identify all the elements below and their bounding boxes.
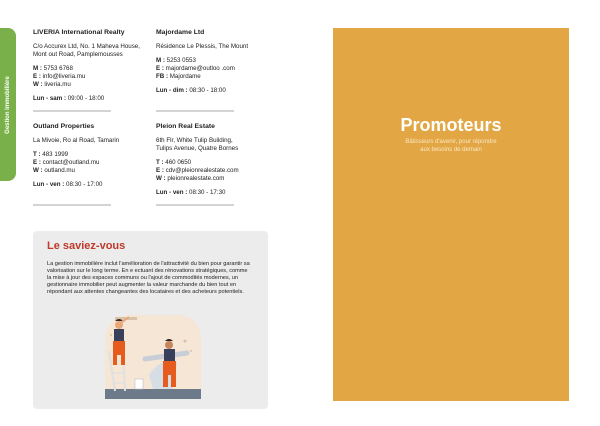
contact-value[interactable]: liveria.mu xyxy=(42,81,71,88)
contact-label: FB : xyxy=(156,73,169,80)
promoteurs-panel xyxy=(333,28,569,401)
contact-email xyxy=(156,167,291,175)
opening-hours xyxy=(33,95,168,103)
hours-value: 08:30 - 17:00 xyxy=(64,181,103,188)
contact-value[interactable]: majordame@outloo .com xyxy=(163,65,235,72)
agency-card-outland xyxy=(33,123,168,189)
contact-web xyxy=(156,175,291,183)
agency-card-pleion xyxy=(156,123,291,197)
divider xyxy=(33,110,111,112)
contact-value[interactable]: outland.mu xyxy=(42,167,75,174)
agency-name: Pleion Real Estate xyxy=(156,123,215,130)
contact-label: M : xyxy=(33,65,42,72)
contact-label: E : xyxy=(156,167,164,174)
side-tab xyxy=(0,28,16,181)
contact-label: W : xyxy=(33,167,43,174)
contact-value[interactable]: cdv@pleionrealestate.com xyxy=(163,167,239,174)
contact-label: T : xyxy=(33,151,41,158)
did-you-know-box xyxy=(33,231,268,409)
contact-phone xyxy=(33,151,168,159)
hours-label: Lun - sam : xyxy=(33,95,67,102)
contact-label: E : xyxy=(156,65,164,72)
contact-web xyxy=(33,81,168,89)
did-you-know-title: Le saviez-vous xyxy=(47,240,126,252)
agency-address-line: C/o Accurex Ltd, No. 1 Maheva House, xyxy=(33,43,140,50)
hours-label: Lun - ven : xyxy=(33,181,65,188)
contact-phone xyxy=(33,65,168,73)
opening-hours xyxy=(156,87,291,95)
contact-web xyxy=(33,167,168,175)
side-tab-label: Gestion immobilière xyxy=(5,75,11,134)
contact-value[interactable]: Majordame xyxy=(168,73,201,80)
agency-name: Outland Properties xyxy=(33,123,95,130)
opening-hours xyxy=(33,181,168,189)
hours-value: 08:30 - 18:00 xyxy=(187,87,226,94)
contact-email xyxy=(33,159,168,167)
did-you-know-text: La gestion immobilière inclut l'amélioration de l'attractivité du bien pour garantir sa valorisation sur le long terme. En e ectuant des rénovations stratégiques, comme la mise à jour des espaces communs ou l'ajout de commodités modernes, un gestionnaire immobilier peut augmenter la valeur marchande du bien tout en répondant aux attentes changeantes des locataires et des acheteurs potentiels. xyxy=(47,261,250,295)
renovation-workers-illustration xyxy=(95,311,207,401)
agency-card-liveria xyxy=(33,29,168,103)
agency-address-line: Tulips Avenue, Quatre Bornes xyxy=(156,145,239,152)
panel-title: Promoteurs xyxy=(400,115,502,135)
hours-label: Lun - ven : xyxy=(156,189,188,196)
contact-value: 5253 0553 xyxy=(164,57,196,64)
agency-address-line: La Mivoie, Ro al Road, Tamarin xyxy=(33,137,120,144)
agency-address-line: Résidence Le Plessis, The Mount xyxy=(156,43,249,50)
contact-label: W : xyxy=(33,81,43,88)
hours-label: Lun - dim : xyxy=(156,87,188,94)
contact-label: T : xyxy=(156,159,164,166)
divider xyxy=(33,204,111,206)
agency-name: Majordame Ltd xyxy=(156,29,205,36)
contact-value[interactable]: info@liveria.mu xyxy=(40,73,86,80)
contact-facebook xyxy=(156,73,291,81)
contact-label: E : xyxy=(33,73,41,80)
agency-address-line: 6th Flr, White Tulip Building, xyxy=(156,137,233,144)
divider xyxy=(156,204,234,206)
contact-phone xyxy=(156,57,291,65)
contact-email xyxy=(156,65,291,73)
contact-value[interactable]: contact@outland.mu xyxy=(40,159,100,166)
contact-phone xyxy=(156,159,291,167)
divider xyxy=(156,110,234,112)
contact-label: E : xyxy=(33,159,41,166)
contact-label: W : xyxy=(156,175,166,182)
contact-value: 460 0650 xyxy=(163,159,192,166)
contact-label: M : xyxy=(156,57,165,64)
opening-hours xyxy=(156,189,291,197)
panel-subtitle-line: Bâtisseurs d'avenir, pour répondre xyxy=(405,139,497,145)
contact-value[interactable]: pleionrealestate.com xyxy=(165,175,225,182)
contact-email xyxy=(33,73,168,81)
contact-value: 5753 6768 xyxy=(41,65,73,72)
agency-address-line: Mont out Road, Pamplemousses xyxy=(33,51,123,58)
hours-value: 08:30 - 17:30 xyxy=(187,189,226,196)
agency-name: LIVERIA International Realty xyxy=(33,29,125,36)
panel-subtitle xyxy=(333,139,569,154)
panel-subtitle-line: aux besoins de demain xyxy=(420,146,482,153)
agency-card-majordame xyxy=(156,29,291,95)
contact-value: 483 1999 xyxy=(40,151,69,158)
hours-value: 09:00 - 18:00 xyxy=(66,95,105,102)
